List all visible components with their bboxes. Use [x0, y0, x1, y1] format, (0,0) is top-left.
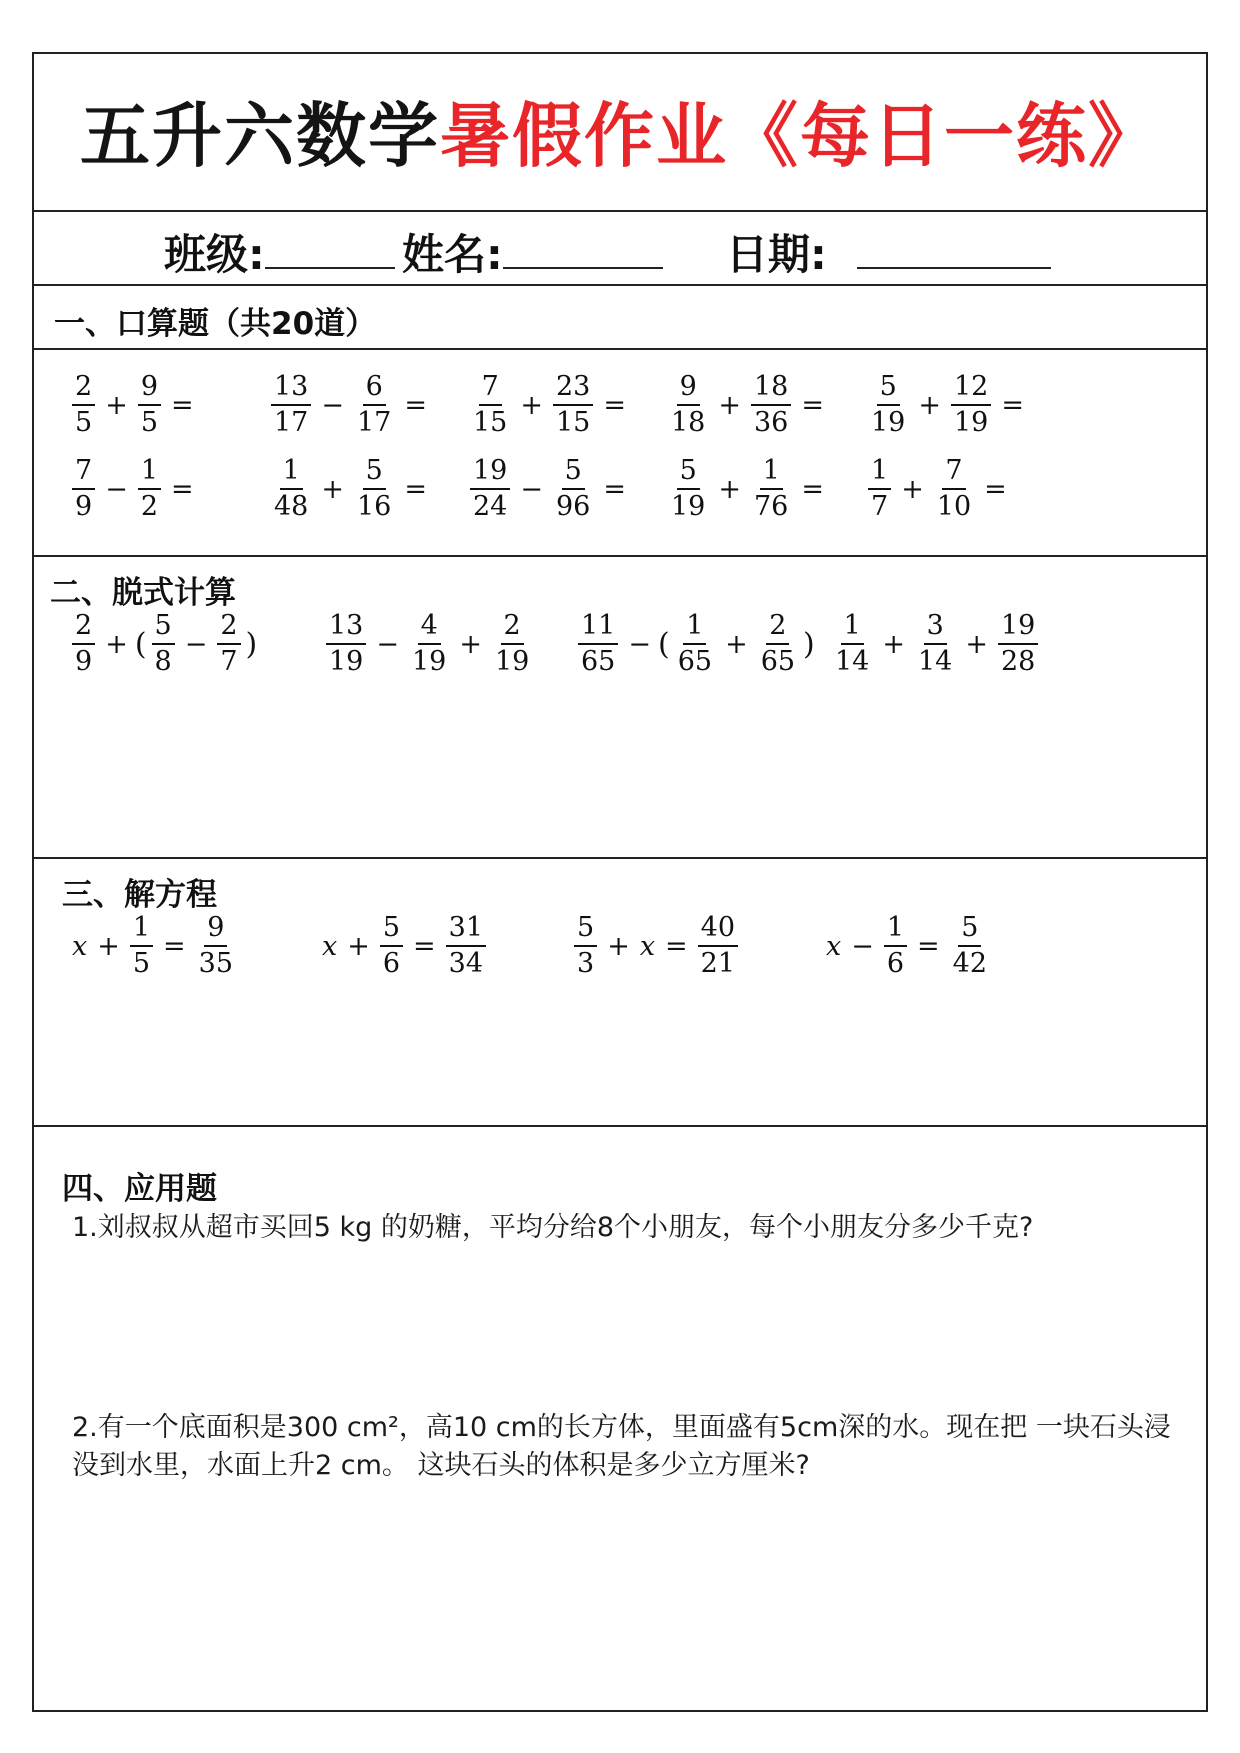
fraction: [196, 911, 236, 981]
denominator: 15: [555, 407, 591, 438]
denominator: 8: [154, 646, 172, 677]
operator: =: [404, 389, 427, 421]
math-expression: [318, 911, 490, 981]
operator: −: [520, 473, 543, 505]
denominator: 7: [871, 491, 889, 522]
math-expression: [822, 911, 994, 981]
fraction: [675, 609, 715, 679]
operator: +: [347, 930, 370, 962]
operator: =: [603, 473, 626, 505]
fraction: [868, 370, 908, 440]
numerator: 3: [924, 609, 947, 645]
denominator: 19: [411, 646, 447, 677]
numerator: 19: [470, 454, 510, 490]
operator: =: [163, 930, 186, 962]
fraction: [553, 370, 593, 440]
class-field: [164, 222, 395, 282]
denominator: 18: [671, 407, 706, 438]
numerator: 2: [72, 609, 95, 645]
numerator: 6: [363, 370, 386, 406]
denominator: 7: [220, 646, 238, 677]
denominator: 16: [356, 491, 392, 522]
fraction: [668, 370, 708, 440]
fraction: [951, 370, 991, 440]
numerator: 5: [877, 370, 900, 406]
fraction: [868, 454, 891, 524]
denominator: 48: [274, 491, 309, 522]
title-row: [34, 54, 1206, 212]
fraction: [758, 609, 798, 679]
section3-title: 三、解方程: [62, 877, 217, 913]
variable: x: [72, 930, 88, 962]
fraction: [470, 454, 510, 524]
operator: +: [882, 628, 905, 660]
denominator: 96: [555, 491, 591, 522]
class-label: 班级:: [164, 230, 265, 279]
operator: −: [184, 628, 208, 660]
numerator: 11: [578, 609, 618, 645]
denominator: 6: [886, 948, 905, 979]
fraction: [832, 609, 872, 679]
math-expression: [828, 609, 1042, 679]
numerator: 9: [138, 370, 161, 406]
section1-title: 一、口算题（共20道）: [54, 306, 377, 342]
section2-title: 二、脱式计算: [50, 575, 236, 611]
numerator: 2: [766, 609, 789, 645]
numerator: 5: [152, 609, 175, 645]
math-expression: [864, 370, 1030, 440]
parenthesis: (: [134, 626, 147, 662]
fraction: [138, 370, 161, 440]
fraction: [326, 609, 366, 679]
denominator: 17: [356, 407, 392, 438]
fraction: [574, 911, 597, 981]
name-blank[interactable]: [503, 231, 663, 269]
operator: =: [1001, 389, 1024, 421]
denominator: 14: [835, 646, 870, 677]
operator: +: [105, 628, 128, 660]
name-field: [402, 222, 663, 282]
fraction: [492, 609, 532, 679]
denominator: 21: [700, 948, 736, 979]
parenthesis: (: [657, 626, 670, 662]
operator: +: [459, 628, 482, 660]
numerator: 1: [841, 609, 864, 645]
numerator: 4: [418, 609, 441, 645]
denominator: 2: [140, 491, 158, 522]
operator: +: [718, 389, 741, 421]
class-blank[interactable]: [265, 231, 395, 269]
numerator: 18: [751, 370, 791, 406]
operator: +: [321, 473, 344, 505]
denominator: 6: [382, 948, 401, 979]
math-expression: [68, 454, 200, 524]
parenthesis: ): [803, 626, 815, 662]
operator: +: [97, 930, 120, 962]
section4: [34, 1127, 1206, 1712]
operator: +: [607, 930, 630, 962]
fraction: [698, 911, 738, 981]
numerator: 5: [380, 911, 403, 947]
math-expression: [267, 370, 433, 440]
fraction: [409, 609, 449, 679]
math-expression: [466, 370, 632, 440]
numerator: 7: [72, 454, 95, 490]
page-title: [34, 80, 1206, 181]
denominator: 65: [760, 646, 796, 677]
operator: =: [413, 930, 436, 962]
numerator: 5: [574, 911, 597, 947]
denominator: 35: [198, 948, 234, 979]
numerator: 5: [677, 454, 700, 490]
operator: =: [801, 473, 824, 505]
numerator: 23: [553, 370, 593, 406]
denominator: 19: [494, 646, 530, 677]
denominator: 28: [1000, 646, 1036, 677]
section1-header: [34, 286, 1206, 350]
denominator: 10: [936, 491, 972, 522]
numerator: 9: [677, 370, 700, 406]
date-field: [726, 222, 1051, 282]
fraction: [446, 911, 486, 981]
fraction: [271, 454, 311, 524]
math-expression: [864, 454, 1013, 524]
numerator: 1: [280, 454, 303, 490]
variable: x: [322, 930, 338, 962]
operator: =: [665, 930, 688, 962]
numerator: 9: [204, 911, 227, 947]
math-expression: [68, 370, 200, 440]
fraction: [950, 911, 990, 981]
numerator: 7: [479, 370, 502, 406]
numerator: 40: [698, 911, 738, 947]
denominator: 36: [753, 407, 789, 438]
operator: =: [801, 389, 824, 421]
math-expression: [322, 609, 536, 679]
operator: −: [321, 389, 344, 421]
fraction: [72, 370, 95, 440]
denominator: 34: [448, 948, 484, 979]
operator: =: [603, 389, 626, 421]
numerator: 7: [942, 454, 965, 490]
section3: [34, 859, 1206, 1127]
fraction: [915, 609, 955, 679]
math-expression: [466, 454, 632, 524]
fraction: [751, 370, 791, 440]
variable: x: [639, 930, 656, 962]
math-expression: [267, 454, 433, 524]
fraction: [138, 454, 161, 524]
math-expression: [574, 609, 816, 679]
fraction: [380, 911, 403, 981]
numerator: 2: [501, 609, 524, 645]
denominator: 19: [671, 491, 706, 522]
date-blank[interactable]: [857, 231, 1051, 269]
numerator: 1: [760, 454, 783, 490]
numerator: 12: [951, 370, 991, 406]
operator: +: [901, 473, 924, 505]
math-expression: [570, 911, 742, 981]
operator: =: [171, 389, 194, 421]
denominator: 5: [140, 407, 158, 438]
denominator: 42: [952, 948, 988, 979]
denominator: 65: [581, 646, 616, 677]
name-label: 姓名:: [402, 230, 503, 279]
denominator: 5: [132, 948, 151, 979]
operator: +: [725, 628, 748, 660]
fraction: [72, 454, 95, 524]
operator: −: [851, 930, 874, 962]
operator: −: [628, 628, 651, 660]
fraction: [751, 454, 791, 524]
fraction: [934, 454, 974, 524]
word-problem-2: 2.有一个底面积是300 cm²，高10 cm的长方体，里面盛有5cm深的水。现在把 一块石头浸没到水里，水面上升2 cm。 这块石头的体积是多少立方厘米?: [72, 1412, 1171, 1481]
numerator: 1: [130, 911, 153, 947]
denominator: 5: [75, 407, 93, 438]
numerator: 2: [72, 370, 95, 406]
variable: x: [826, 930, 842, 962]
numerator: 13: [326, 609, 366, 645]
denominator: 17: [274, 407, 309, 438]
numerator: 1: [868, 454, 891, 490]
numerator: 5: [562, 454, 585, 490]
math-expression: [68, 609, 258, 679]
fraction: [998, 609, 1038, 679]
fraction: [578, 609, 618, 679]
numerator: 19: [998, 609, 1038, 645]
operator: +: [718, 473, 741, 505]
fraction: [354, 370, 394, 440]
denominator: 65: [677, 646, 713, 677]
denominator: 3: [577, 948, 595, 979]
denominator: 76: [753, 491, 789, 522]
denominator: 24: [473, 491, 508, 522]
numerator: 1: [683, 609, 706, 645]
math-expression: [664, 454, 830, 524]
math-expression: [664, 370, 830, 440]
title-black: 五升六数学: [80, 95, 440, 177]
operator: =: [171, 473, 194, 505]
denominator: 19: [871, 407, 906, 438]
operator: +: [918, 389, 941, 421]
section4-title: 四、应用题: [62, 1171, 217, 1207]
numerator: 1: [138, 454, 161, 490]
word-problem-1: 1.刘叔叔从超市买回5 kg 的奶糖，平均分给8个小朋友，每个小朋友分多少千克?: [72, 1212, 1034, 1243]
student-info-row: [34, 212, 1206, 286]
numerator: 13: [271, 370, 311, 406]
operator: =: [404, 473, 427, 505]
fraction: [152, 609, 175, 679]
parenthesis: ): [245, 626, 258, 662]
denominator: 14: [917, 646, 953, 677]
numerator: 5: [363, 454, 386, 490]
fraction: [470, 370, 510, 440]
numerator: 5: [958, 911, 981, 947]
numerator: 31: [446, 911, 486, 947]
fraction: [884, 911, 907, 981]
section2: [34, 557, 1206, 859]
numerator: 2: [217, 609, 240, 645]
date-label: 日期:: [726, 230, 827, 279]
fraction: [217, 609, 240, 679]
numerator: 1: [884, 911, 907, 947]
denominator: 19: [953, 407, 989, 438]
operator: −: [376, 628, 399, 660]
section1-problems: [34, 350, 1206, 557]
operator: −: [105, 473, 128, 505]
title-red: 暑假作业《每日一练》: [440, 95, 1160, 177]
worksheet: [32, 52, 1208, 1712]
fraction: [271, 370, 311, 440]
denominator: 19: [329, 646, 364, 677]
operator: =: [984, 473, 1007, 505]
fraction: [72, 609, 95, 679]
denominator: 9: [75, 646, 93, 677]
denominator: 9: [75, 491, 93, 522]
fraction: [130, 911, 153, 981]
operator: +: [965, 628, 988, 660]
math-expression: [68, 911, 240, 981]
operator: +: [520, 389, 543, 421]
operator: =: [917, 930, 940, 962]
operator: +: [105, 389, 128, 421]
fraction: [553, 454, 593, 524]
fraction: [354, 454, 394, 524]
fraction: [668, 454, 708, 524]
denominator: 15: [473, 407, 508, 438]
